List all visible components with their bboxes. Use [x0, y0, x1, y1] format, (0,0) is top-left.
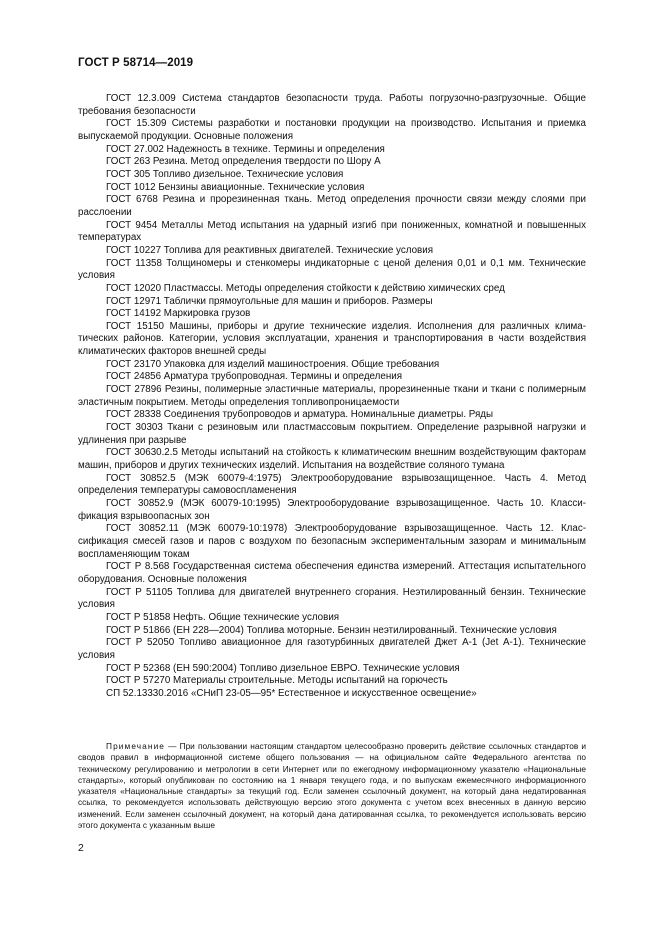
note-text: — При пользовании настоящим стандартом целесообразно проверить действие ссылочных стандартов и сводов правил в информационной системе общего пользования — на официальном сайте Федерального агентства по техническому регулированию и метрологии в сети Интернет или по ежегодному информационному указателю «Национальные стандарты», который опубликован по состоянию на 1 января текущего года, и по выпускам ежемесячного информационного указателя «Национальные стандарты» за текущий год. Если заменен ссылочный документ, на который дана недатированная ссылка, то рекомендуется использовать действующую версию этого документа с учетом всех внесенных в данную версию изменений. Если заменен ссылочный документ, на который дана датированная ссылка, то рекомендуется использовать версию этого документа с указанным выше: [78, 741, 586, 831]
normative-references-list: [78, 93, 586, 701]
reference-item: ГОСТ 23170 Упаковка для изделий машиностроения. Общие требования: [106, 358, 440, 370]
page-number: 2: [78, 842, 84, 854]
reference-item: ГОСТ Р 51866 (ЕН 228—2004) Топлива моторные. Бензин неэтилированный. Технические условия: [106, 624, 557, 636]
reference-item: ГОСТ 12020 Пластмассы. Методы определения стойкости к действию химических сред: [106, 282, 505, 294]
reference-item: ГОСТ 9454 Металлы Метод испытания на ударный изгиб при пониженных, комнатной и повышенных температурах: [78, 219, 586, 244]
reference-item: ГОСТ Р 51858 Нефть. Общие технические условия: [106, 611, 340, 623]
reference-item: ГОСТ Р 52050 Топливо авиационное для газотурбинных двигателей Джет А-1 (Jet А-1). Технические условия: [78, 637, 586, 661]
reference-item: ГОСТ Р 57270 Материалы строительные. Методы испытаний на горючесть: [106, 675, 448, 687]
reference-item: ГОСТ 305 Топливо дизельное. Технические условия: [106, 168, 344, 180]
reference-item: ГОСТ 24856 Арматура трубопроводная. Термины и определения: [106, 371, 403, 383]
reference-item: ГОСТ 30852.9 (МЭК 60079-10:1995) Электрооборудование взрывозащищенное. Часть 10. Классификация взрывоопасных зон: [78, 498, 586, 522]
reference-item: ГОСТ 10227 Топлива для реактивных двигателей. Технические условия: [106, 244, 433, 256]
reference-item: СП 52.13330.2016 «СНиП 23-05—95* Естественное и искусственное освещение»: [106, 687, 477, 699]
reference-item: ГОСТ 30303 Ткани с резиновым или пластмассовым покрытием. Определение разрывной нагрузки и удлинения при разрыве: [78, 422, 586, 446]
reference-item: ГОСТ 30852.11 (МЭК 60079-10:1978) Электрооборудование взрывозащищенное. Часть 12. Классификация смесей газов и паров с воздухом по безопасным экспериментальным зазорам и минимальным воспламеняющим токам: [78, 523, 586, 560]
reference-item: ГОСТ 28338 Соединения трубопроводов и арматура. Номинальные диаметры. Ряды: [106, 409, 494, 421]
reference-item: ГОСТ 27896 Резины, полимерные эластичные материалы, прорезиненные ткани и ткани с полимерным эластичным покрытием. Методы определения топливопроницаемости: [78, 384, 586, 408]
reference-item: ГОСТ Р 8.568 Государственная система обеспечения единства измерений. Аттестация испытательного оборудования. Основные положения: [78, 561, 586, 585]
reference-item: ГОСТ 15.309 Системы разработки и постановки продукции на производство. Испытания и приемка выпускаемой продукции. Основные положения: [78, 118, 586, 142]
reference-item: ГОСТ 6768 Резина и прорезиненная ткань. Метод определения прочности связи между слоями при расслоении: [78, 194, 586, 218]
note-label: Примечание: [106, 741, 166, 751]
reference-item: ГОСТ Р 52368 (ЕН 590:2004) Топливо дизельное ЕВРО. Технические условия: [106, 662, 460, 674]
reference-item: ГОСТ 15150 Машины, приборы и другие технические изделия. Исполнения для различных климатических районов. Категории, условия эксплуатации, хранения и транспортирования в части воздействия климатических факторов внешней среды: [78, 320, 586, 358]
reference-item: ГОСТ 263 Резина. Метод определения твердости по Шору А: [106, 156, 381, 168]
reference-item: ГОСТ Р 51105 Топлива для двигателей внутреннего сгорания. Неэтилированный бензин. Технические условия: [78, 586, 586, 611]
standard-header: ГОСТ Р 58714—2019: [78, 57, 194, 69]
reference-item: ГОСТ 30630.2.5 Методы испытаний на стойкость к климатическим внешним воздействующим факторам машин, приборов и других технических изделий. Испытания на воздействие соляного тумана: [78, 447, 586, 472]
reference-item: ГОСТ 12.3.009 Система стандартов безопасности труда. Работы погрузочно-разгрузочные. Общие требования безопасности: [78, 93, 586, 117]
reference-item: ГОСТ 1012 Бензины авиационные. Технические условия: [106, 181, 365, 193]
footnote-remark: [78, 741, 586, 831]
reference-item: ГОСТ 12971 Таблички прямоугольные для машин и приборов. Размеры: [106, 295, 433, 307]
reference-item: ГОСТ 27.002 Надежность в технике. Термины и определения: [106, 143, 385, 155]
reference-item: ГОСТ 11358 Толщиномеры и стенкомеры индикаторные с ценой деления 0,01 и 0,1 мм. Технические условия: [78, 257, 586, 282]
reference-item: ГОСТ 30852.5 (МЭК 60079-4:1975) Электрооборудование взрывозащищенное. Часть 4. Метод определения температуры самовоспламенения: [78, 472, 586, 497]
reference-item: ГОСТ 14192 Маркировка грузов: [106, 308, 251, 320]
